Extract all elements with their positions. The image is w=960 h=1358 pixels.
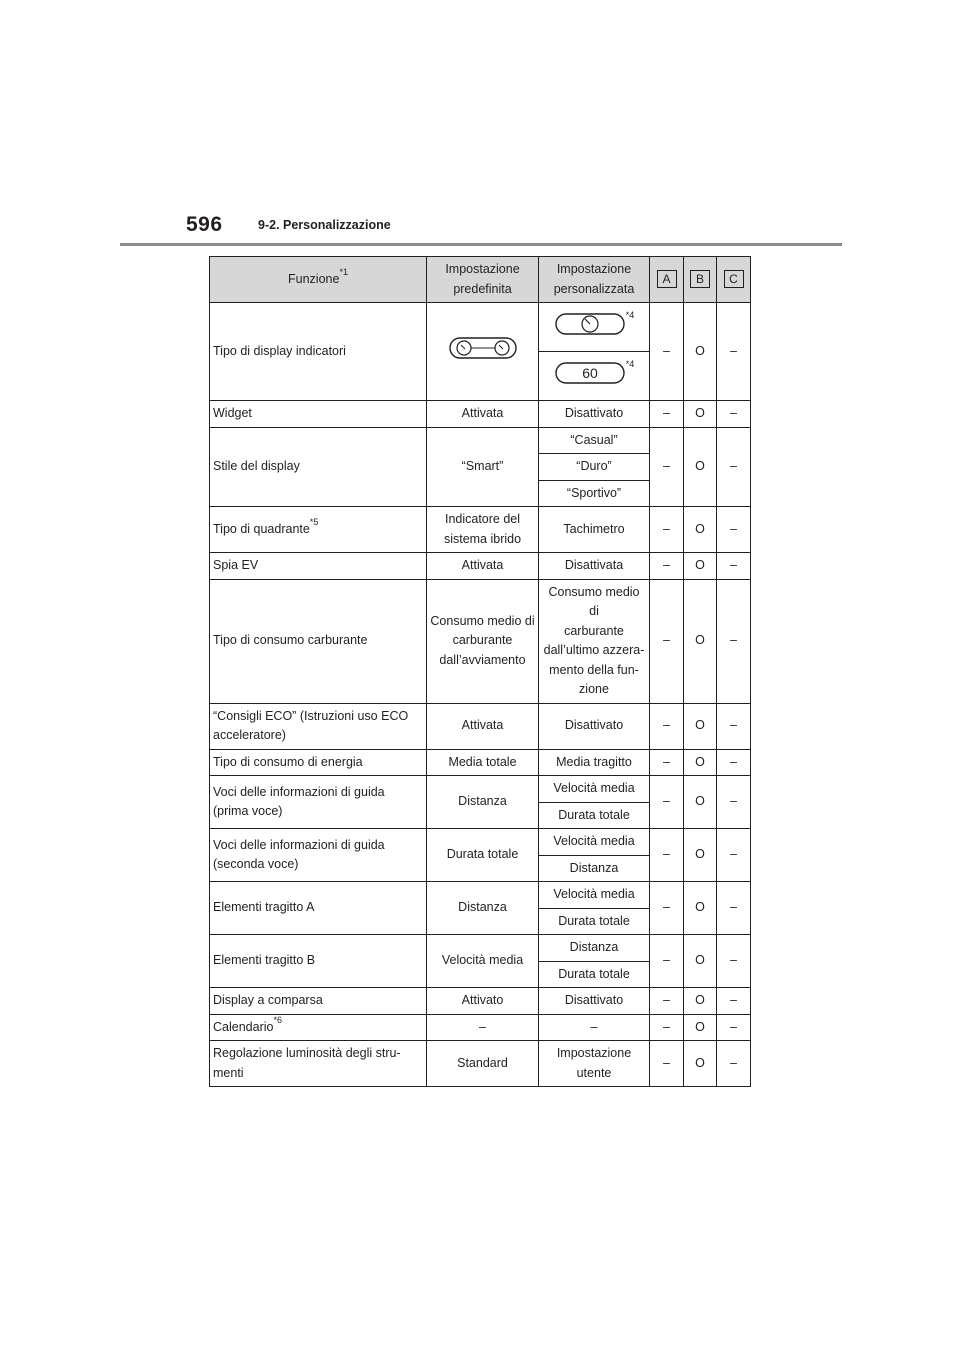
- table-row: Durata totale: [210, 802, 751, 829]
- section-title: 9-2. Personalizzazione: [258, 218, 391, 232]
- table-row: Stile del display “Smart” “Casual” – O –: [210, 427, 751, 454]
- table-row: Voci delle informazioni di guida (prima voce) Distanza Velocità media – O –: [210, 776, 751, 803]
- table-row: Distanza: [210, 855, 751, 882]
- header-col-b: B: [684, 257, 717, 303]
- table-row: “Consigli ECO” (Istruzioni uso ECO acceleratore) Attivata Disattivato – O –: [210, 703, 751, 749]
- header-personalizzata: Impostazione personalizzata: [539, 257, 650, 303]
- table-row: Widget Attivata Disattivato – O –: [210, 401, 751, 428]
- table-row: Voci delle informazioni di guida (seconda voce) Durata totale Velocità media – O –: [210, 829, 751, 856]
- table-row: Elementi tragitto A Distanza Velocità media – O –: [210, 882, 751, 909]
- header-predefinita: Impostazione predefinita: [427, 257, 539, 303]
- header-rule: [120, 243, 842, 246]
- table-row: Tipo di quadrante$^{*5}$ Indicatore del sistema ibrido Tachimetro – O –: [210, 507, 751, 553]
- header-col-c: C: [717, 257, 751, 303]
- table-row: Calendario$^{*6}$ – – – O –: [210, 1014, 751, 1041]
- table-row: Durata totale: [210, 961, 751, 988]
- table-row: Tipo di consumo di energia Media totale Media tragitto – O –: [210, 749, 751, 776]
- gauge-analog-icon: *4: [539, 303, 650, 352]
- table-row: Tipo di consumo carburante Consumo medio di carburante dall’avviamento Consumo medio di carburante dall’ultimo azzera- mento della fun- zione – O –: [210, 579, 751, 703]
- table-header-row: [210, 257, 751, 303]
- header-col-a: A: [650, 257, 684, 303]
- table-row: “Duro”: [210, 454, 751, 481]
- table-row: Display a comparsa Attivato Disattivato – O –: [210, 988, 751, 1015]
- customization-table: [209, 256, 751, 1087]
- table-row: Tipo di display indicatori $^{*4}$ – O –: [210, 303, 751, 352]
- table-row: Regolazione luminosità degli stru- menti Standard Impostazione utente – O –: [210, 1041, 751, 1087]
- page-number: 596: [186, 213, 223, 236]
- header-funzione: Funzione$^{*1}$: [210, 257, 427, 303]
- table-row: Spia EV Attivata Disattivata – O –: [210, 553, 751, 580]
- table-row: “Sportivo”: [210, 480, 751, 507]
- gauge-digital-icon: 60 $^{*4}$: [539, 352, 650, 401]
- gauge-default-icon: [427, 303, 539, 401]
- svg-text:60: 60: [581, 364, 598, 381]
- table-row: Elementi tragitto B Velocità media Distanza – O –: [210, 935, 751, 962]
- table-row: Durata totale: [210, 908, 751, 935]
